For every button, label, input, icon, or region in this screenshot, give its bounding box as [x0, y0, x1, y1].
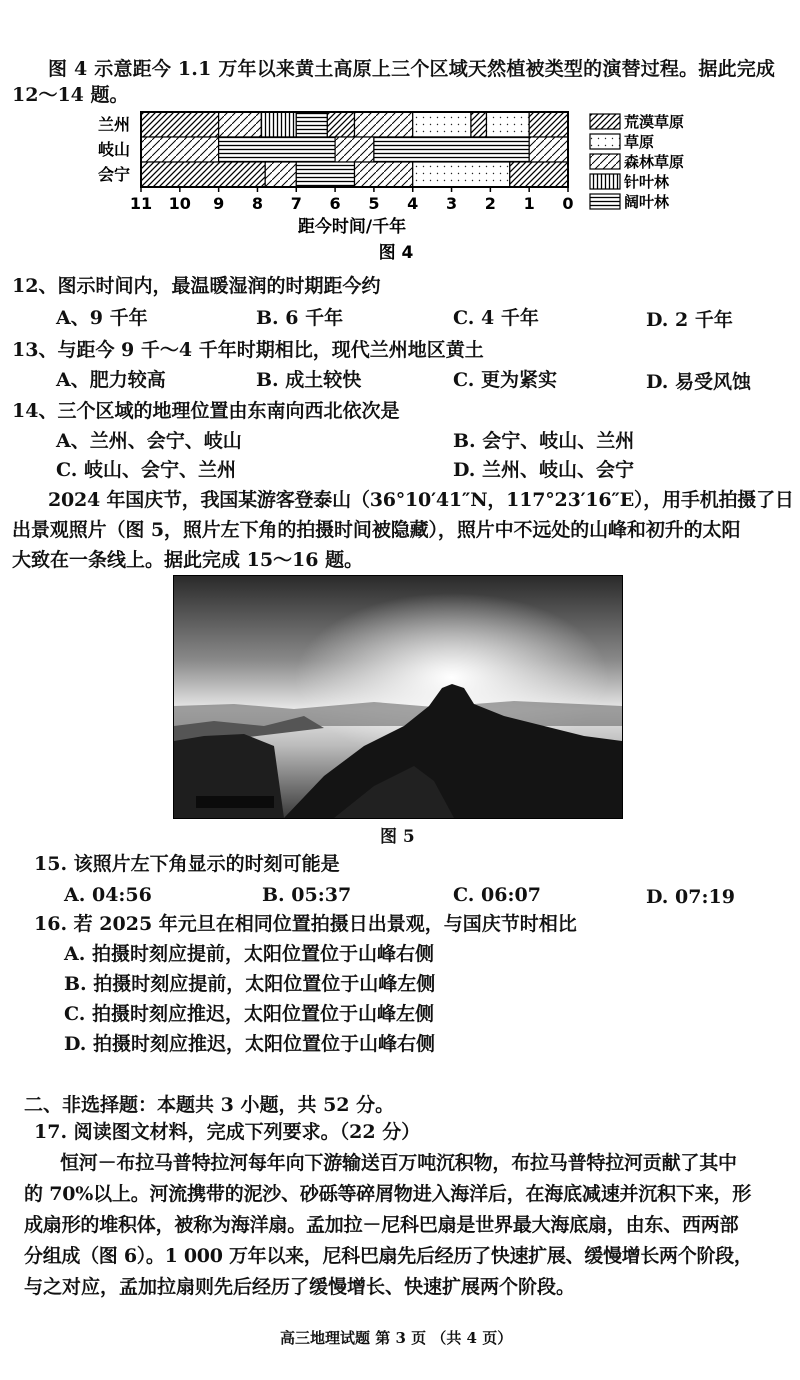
- segment-2-3: [355, 162, 413, 187]
- section-2-title: 二、非选择题：本题共 3 小题，共 52 分。: [24, 1094, 395, 1116]
- legend-label-steppe: 草原: [624, 133, 655, 151]
- intro2-line-3: 大致在一条线上。据此完成 15～16 题。: [12, 549, 364, 571]
- segment-0-9: [529, 112, 568, 137]
- segment-0-1: [219, 112, 262, 137]
- legend-label-conifer: 针叶林: [624, 173, 670, 191]
- q14-option-d[interactable]: D. 兰州、岐山、会宁: [453, 459, 635, 481]
- segment-0-6: [413, 112, 471, 137]
- x-tick-label-1: 10: [168, 194, 191, 213]
- q17-stem: 17. 阅读图文材料，完成下列要求。（22 分）: [34, 1121, 421, 1143]
- segment-1-0: [141, 137, 219, 162]
- intro-line-1: 图 4 示意距今 1.1 万年以来黄土高原上三个区域天然植被类型的演替过程。据此完成: [48, 58, 776, 80]
- q16-option-c[interactable]: C. 拍摄时刻应推迟，太阳位置位于山峰左侧: [64, 1003, 435, 1025]
- chart-xlabel: 距今时间/千年: [297, 217, 407, 237]
- chart-title: 图 4: [378, 243, 414, 263]
- q12-option-b[interactable]: B. 6 千年: [256, 307, 344, 329]
- q14-option-b[interactable]: B. 会宁、岐山、兰州: [453, 430, 635, 452]
- q15-option-b[interactable]: B. 05:37: [262, 884, 352, 906]
- segment-0-4: [327, 112, 354, 137]
- q17-paragraph-line-5: 与之对应，孟加拉扇则先后经历了缓慢增长、快速扩展两个阶段。: [24, 1276, 576, 1298]
- q16-stem: 16. 若 2025 年元旦在相同位置拍摄日出景观，与国庆节时相比: [34, 913, 577, 935]
- segment-2-2: [296, 162, 354, 187]
- segment-1-1: [219, 137, 335, 162]
- x-tick-label-5: 6: [329, 194, 341, 213]
- q13-option-a[interactable]: A、肥力较高: [56, 369, 166, 391]
- segment-2-5: [510, 162, 568, 187]
- q14-stem: 14、三个区域的地理位置由东南向西北依次是: [12, 400, 400, 422]
- legend-swatch-broadleaf: [590, 194, 620, 209]
- page-footer: 高三地理试题 第 3 页 （共 4 页）: [280, 1329, 513, 1347]
- segment-2-0: [141, 162, 265, 187]
- segment-0-0: [141, 112, 219, 137]
- q14-option-c[interactable]: C. 岐山、会宁、兰州: [56, 459, 237, 481]
- x-tick-label-6: 5: [368, 194, 380, 213]
- q12-option-a[interactable]: A、9 千年: [56, 307, 148, 329]
- legend-label-forest_steppe: 森林草原: [624, 153, 685, 171]
- intro-line-2: 12～14 题。: [12, 84, 129, 106]
- q15-option-a[interactable]: A. 04:56: [64, 884, 152, 906]
- q13-stem: 13、与距今 9 千～4 千年时期相比，现代兰州地区黄土: [12, 339, 484, 361]
- legend-swatch-conifer: [590, 174, 620, 189]
- segment-1-3: [374, 137, 529, 162]
- q16-option-d[interactable]: D. 拍摄时刻应推迟，太阳位置位于山峰右侧: [64, 1033, 436, 1055]
- hidden-timestamp: [196, 796, 274, 808]
- q12-stem: 12、图示时间内，最温暖湿润的时期距今约: [12, 275, 381, 297]
- row-label-2: 会宁: [98, 165, 131, 184]
- x-tick-label-10: 1: [523, 194, 535, 213]
- q13-option-d[interactable]: D. 易受风蚀: [646, 371, 752, 393]
- q13-option-c[interactable]: C. 更为紧实: [453, 369, 558, 391]
- q12-option-c[interactable]: C. 4 千年: [453, 307, 539, 329]
- legend-swatch-desert_steppe: [590, 114, 620, 129]
- segment-0-7: [471, 112, 487, 137]
- segment-1-2: [335, 137, 374, 162]
- segment-2-1: [265, 162, 296, 187]
- row-label-1: 岐山: [98, 140, 131, 159]
- q13-option-b[interactable]: B. 成土较快: [256, 369, 362, 391]
- segment-0-5: [355, 112, 413, 137]
- x-tick-label-4: 7: [290, 194, 302, 213]
- segment-0-2: [261, 112, 296, 137]
- legend-label-broadleaf: 阔叶林: [624, 193, 670, 211]
- figure-5-photo: [173, 575, 623, 819]
- legend-swatch-forest_steppe: [590, 154, 620, 169]
- intro2-line-1: 2024 年国庆节，我国某游客登泰山（36°10′41″N，117°23′16″E），用手机拍摄了日: [48, 489, 794, 511]
- q14-option-a[interactable]: A、兰州、会宁、岐山: [56, 430, 242, 452]
- q12-option-d[interactable]: D. 2 千年: [646, 309, 733, 331]
- legend-swatch-steppe: [590, 134, 620, 149]
- sunrise-mountain-image: [174, 576, 622, 818]
- x-tick-label-9: 2: [484, 194, 496, 213]
- q17-paragraph-line-1: 恒河－布拉马普特拉河每年向下游输送百万吨沉积物，布拉马普特拉河贡献了其中: [60, 1152, 737, 1174]
- q15-option-d[interactable]: D. 07:19: [646, 886, 735, 908]
- figure-5-caption: 图 5: [380, 827, 415, 847]
- q16-option-b[interactable]: B. 拍摄时刻应提前，太阳位置位于山峰左侧: [64, 973, 436, 995]
- q16-option-a[interactable]: A. 拍摄时刻应提前，太阳位置位于山峰右侧: [64, 943, 434, 965]
- row-label-0: 兰州: [98, 115, 131, 134]
- x-tick-label-2: 9: [213, 194, 225, 213]
- segment-2-4: [413, 162, 510, 187]
- segment-0-3: [296, 112, 327, 137]
- q17-paragraph-line-3: 成扇形的堆积体，被称为海洋扇。孟加拉－尼科巴扇是世界最大海底扇，由东、西两部: [24, 1214, 739, 1236]
- segment-1-4: [529, 137, 568, 162]
- intro2-line-2: 出景观照片（图 5，照片左下角的拍摄时间被隐藏），照片中不远处的山峰和初升的太阳: [12, 519, 741, 541]
- x-tick-label-11: 0: [562, 194, 574, 213]
- legend-label-desert_steppe: 荒漠草原: [624, 113, 685, 131]
- q15-stem: 15. 该照片左下角显示的时刻可能是: [34, 853, 340, 875]
- segment-0-8: [486, 112, 529, 137]
- x-tick-label-3: 8: [251, 194, 264, 213]
- q15-option-c[interactable]: C. 06:07: [453, 884, 541, 906]
- q17-paragraph-line-4: 分组成（图 6）。1 000 万年以来，尼科巴扇先后经历了快速扩展、缓慢增长两个阶段，: [24, 1245, 753, 1267]
- q17-paragraph-line-2: 的 70%以上。河流携带的泥沙、砂砾等碎屑物进入海洋后，在海底减速并沉积下来，形: [24, 1183, 752, 1205]
- x-tick-label-7: 4: [407, 194, 419, 213]
- x-tick-label-8: 3: [445, 194, 458, 213]
- x-tick-label-0: 11: [129, 194, 153, 213]
